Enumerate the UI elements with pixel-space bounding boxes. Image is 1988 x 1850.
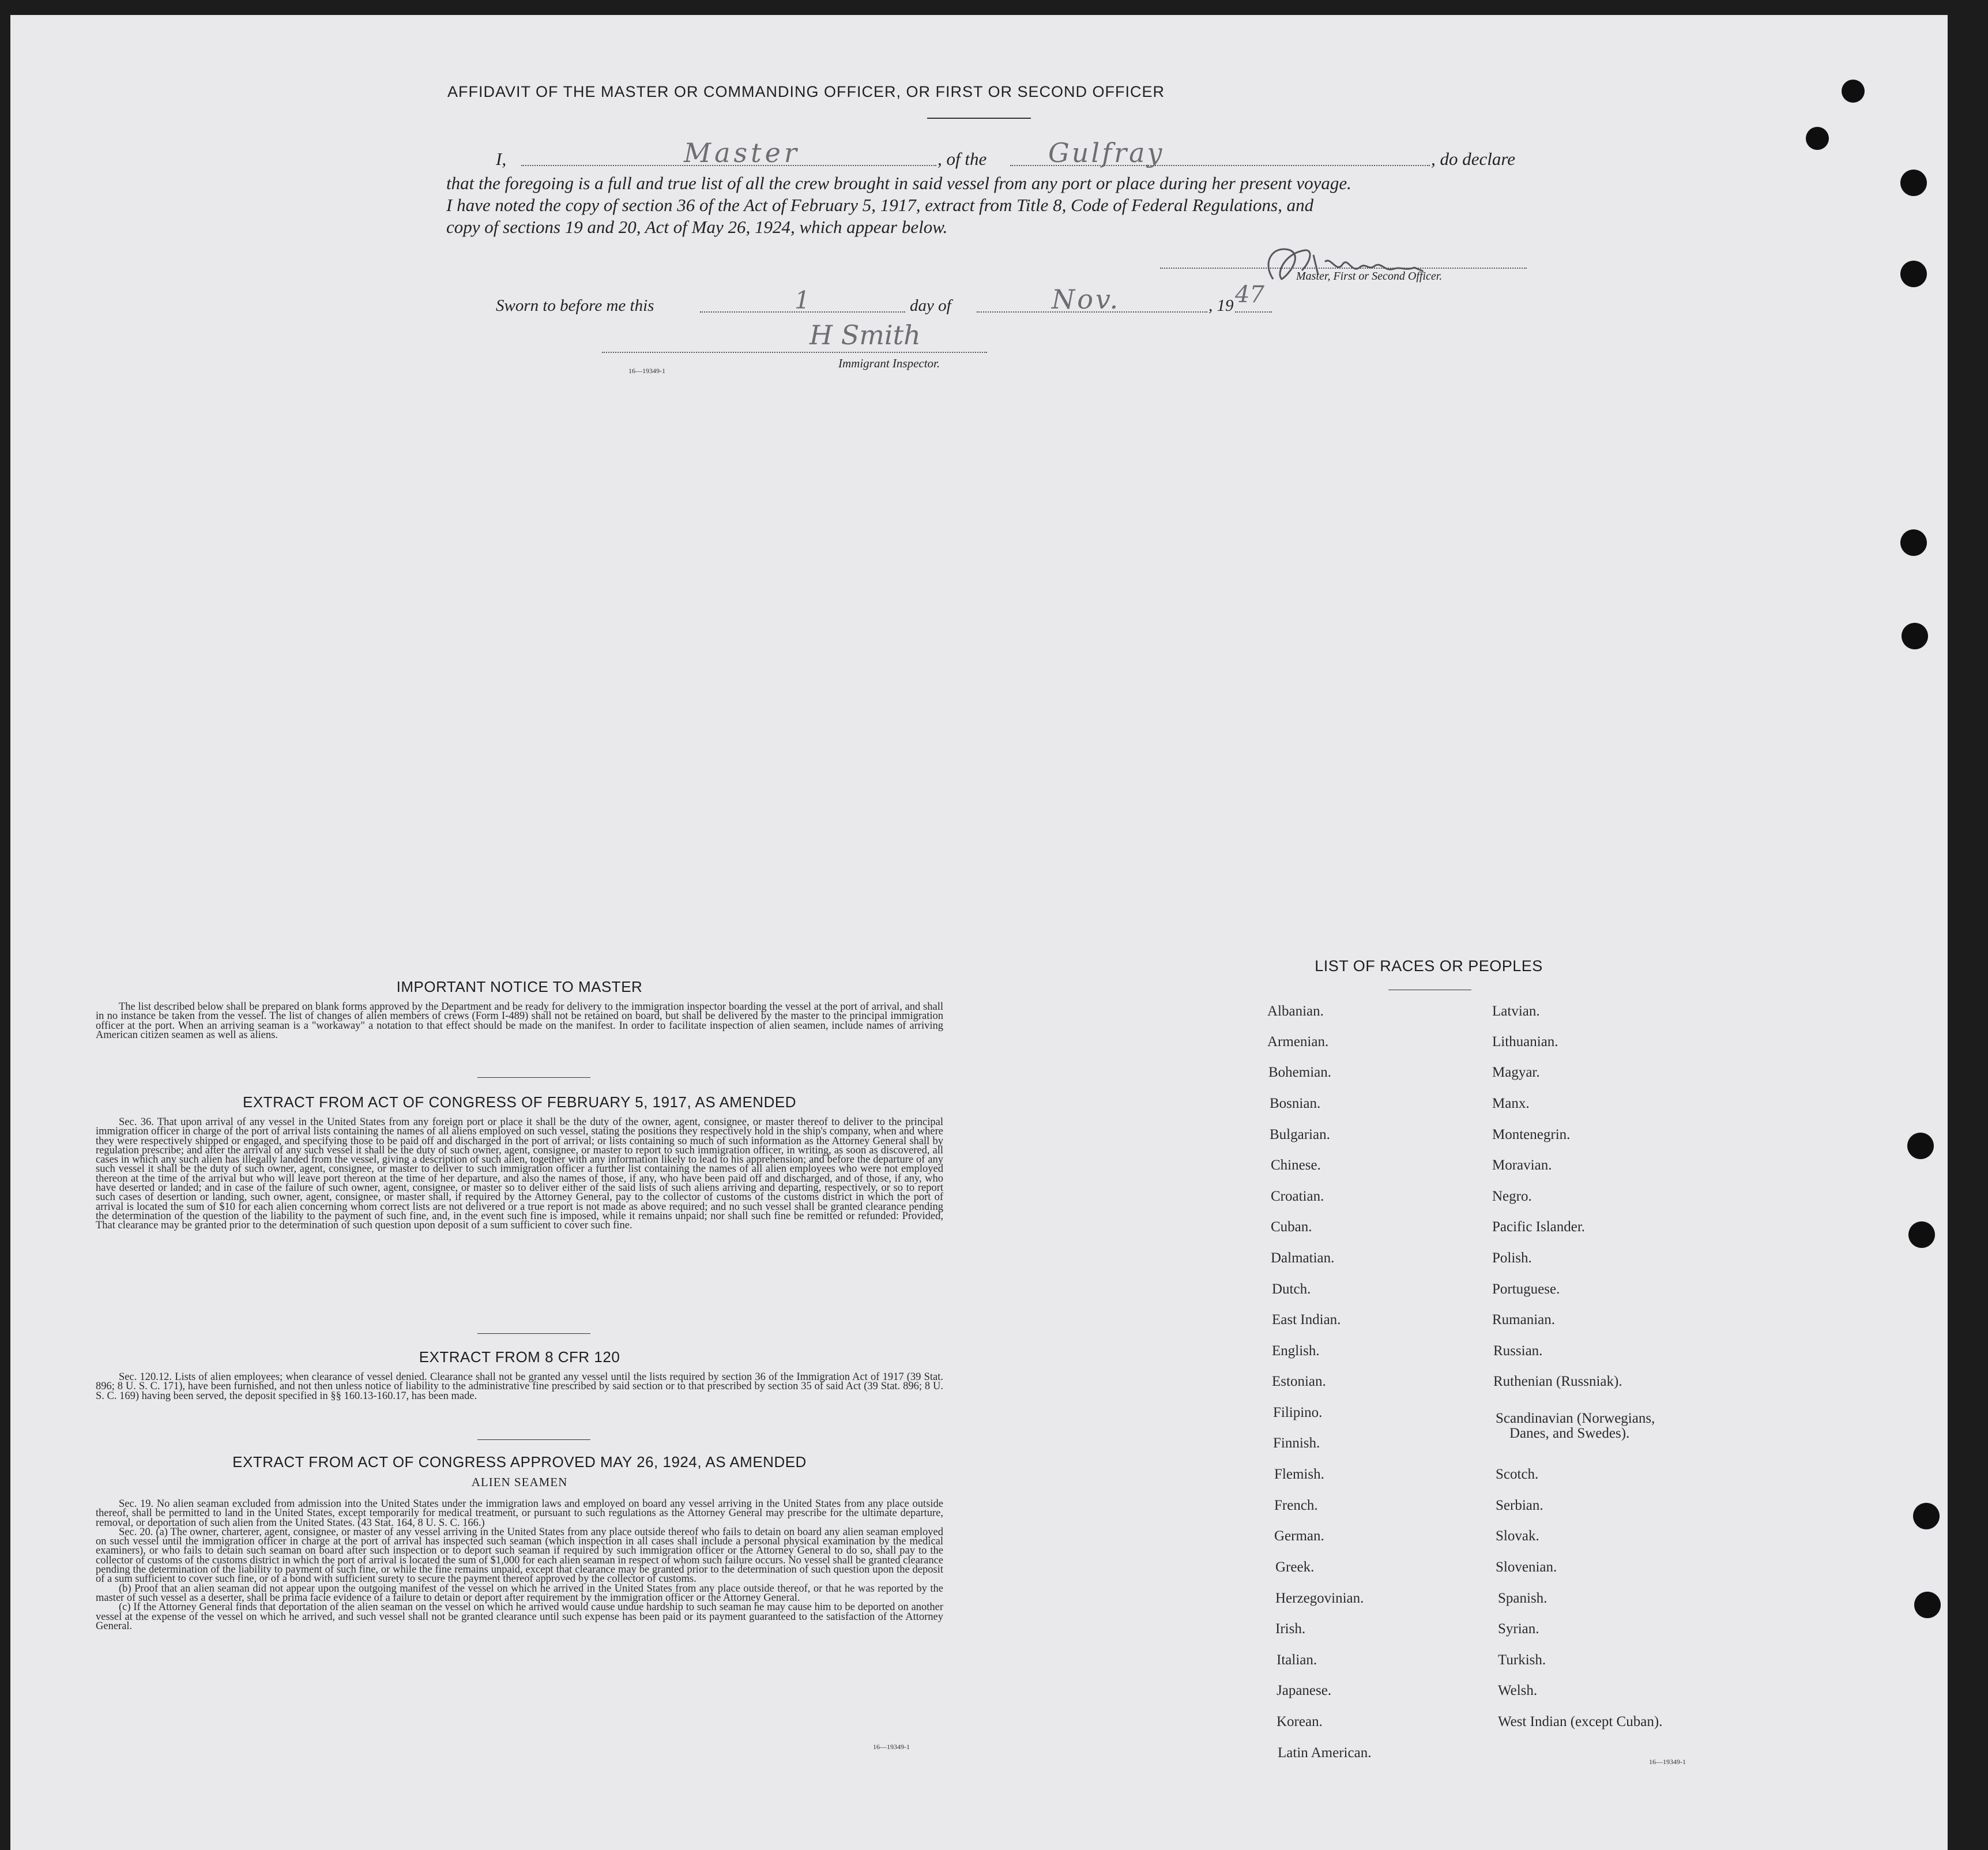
notice-title: IMPORTANT NOTICE TO MASTER [396,978,643,995]
section-divider [477,1077,590,1078]
handwritten-vessel: Gulfray [1048,137,1165,168]
sworn-label: Sworn to before me this [496,296,654,315]
declaration-of-the: , of the [937,149,987,169]
punch-hole [1914,1592,1941,1618]
race-item: Dalmatian. [1271,1250,1335,1266]
race-item: Scandinavian (Norwegians, [1496,1411,1655,1426]
section-36-paragraph: Sec. 36. That upon arrival of any vessel in the United States from any foreign port or place it shall be the duty of the owner, agent, consignee, or master thereof to deliver to the principal immigration officer in charge of the port of arrival lists containing the names of all aliens employed on such vessel, stating the positions they respectively hold in the ship's company, when and where they were respectively shipped or engaged, and specifying those to be paid off and discharged in the port of arrival; or lists containing so much of such information as the Attorney General shall by regulation prescribe; and after the arrival of any such vessel it shall be the duty of such owner, agent, consignee, or master to report to such immigration officer, in writing, as soon as discovered, all cases in which any such alien has illegally landed from the vessel, giving a description of such alien, together with any information likely to lead to his apprehension; and before the departure of any such vessel it shall be the duty of such owner, agent, consignee, or master to deliver to such immigration officer a further list containing the names of all alien employees who were not employed thereon at the time of the arrival but who will leave port thereon at the time of her departure, and also the names of those, if any, who have been paid off and discharged, and of those, if any, who have deserted or landed; and in case of the failure of such owner, agent, consignee, or master so to deliver either of the said lists of such aliens arriving and departing, respectively, or so to report such cases of desertion or landing, such owner, agent, consignee, or master shall, if required by the Attorney General, pay to the collector of customs of the customs district in which the port of arrival is located the sum of $10 for each alien concerning whom correct lists are not delivered or a true report is not made as above required; and no such vessel shall be granted clearance pending the determination of the question of the liability to the payment of such fine, and, in the event such fine is imposed, while it remains unpaid; nor shall such fine be remitted or refunded: Provided, That clearance may be granted prior to the determination of such question upon deposit of a sum sufficient to cover such fine. [96,1116,943,1232]
race-item: Italian. [1277,1652,1317,1668]
section-20c-paragraph: (c) If the Attorney General finds that deportation of the alien seaman on the vessel on which he arrived would cause undue hardship to such seaman he may cause him to be deported on another vessel at the expense of the vessel on which he arrived, and such vessel shall not be granted clearance until such expense has been paid or its payment guaranteed to the satisfaction of the Attorney General. [96,1601,943,1632]
section-divider [477,1439,590,1440]
race-item: Turkish. [1498,1652,1546,1668]
race-item: Rumanian. [1492,1312,1556,1328]
punch-hole [1900,170,1927,196]
extract-8cfr-title: EXTRACT FROM 8 CFR 120 [419,1348,620,1366]
signature-line [1160,268,1527,269]
punch-hole [1902,623,1928,649]
race-item: Korean. [1277,1714,1323,1729]
race-item: Slovak. [1496,1528,1539,1544]
section-19-paragraph: Sec. 19. No alien seaman excluded from admission into the United States under the immigration laws and employed on board any vessel arriving in the United States from any place outside thereof, shall be permitted to land in the United States, except temporarily for medical treatment, or pursuant to such regulations as the Attorney General may prescribe for the ultimate departure, removal, or deportation of such alien from the United States. (43 Stat. 164, 8 U. S. C. 166.) [96,1498,943,1529]
form-number: 16—19349-1 [873,1743,910,1751]
extract-8cfr-body [96,1373,943,1401]
inspector-label: Immigrant Inspector. [838,356,940,370]
race-item: Albanian. [1267,1003,1324,1019]
race-item: Magyar. [1492,1065,1540,1080]
race-item: Dutch. [1272,1281,1311,1297]
punch-hole [1908,1221,1935,1248]
year-field-line [1235,311,1272,313]
section-20a-paragraph: Sec. 20. (a) The owner, charterer, agent, consignee, or master of any vessel arriving in the United States from any place outside thereof who fails to detain on board any alien seaman employed on such vessel until the immigration officer in charge at the port of arrival has inspected such seaman (which inspection in all cases shall include a personal physical examination by the medical examiners), or who fails to detain such seaman on board after such inspection or to deport such seaman if required by such immigration officer or the Attorney General to do so, shall pay to the collector of customs of the customs district in which the port of arrival is located the sum of $1,000 for each alien seaman in respect of whom such failure occurs. No vessel shall be granted clearance pending the determination of the liability to payment of such fine, or while the fine remains unpaid, except that clearance may be granted prior to the determination of such question upon the deposit of a sum sufficient to cover such fine, or of a bond with sufficient surety to secure the payment thereof approved by the collector of customs. [96,1526,943,1585]
race-item: Chinese. [1271,1157,1321,1173]
declaration-line-3: I have noted the copy of section 36 of the Act of February 5, 1917, extract from Title 8, Code of Federal Regulations, and [446,195,1314,215]
declaration-line-4: copy of sections 19 and 20, Act of May 26, 1924, which appear below. [446,217,948,237]
race-item: Welsh. [1498,1683,1538,1698]
signature-label: Master, First or Second Officer. [1296,270,1443,283]
race-item: Flemish. [1274,1467,1324,1482]
handwritten-year: 47 [1235,281,1264,308]
handwritten-inspector: H Smith [809,319,921,351]
extract-1917-title: EXTRACT FROM ACT OF CONGRESS OF FEBRUARY 5, 1917, AS AMENDED [243,1093,796,1111]
handwritten-day: 1 [795,286,810,314]
punch-hole [1900,529,1927,556]
race-item: Serbian. [1496,1498,1543,1513]
race-item: Lithuanian. [1492,1034,1558,1050]
punch-hole [1842,80,1865,103]
punch-hole [1806,127,1829,150]
race-item: Russian. [1493,1343,1543,1359]
race-item: Portuguese. [1492,1281,1560,1297]
document-page [10,15,1948,1850]
extract-1924-body [96,1499,943,1631]
race-item: Latvian. [1492,1003,1540,1019]
race-item: Negro. [1492,1189,1532,1204]
race-item: Pacific Islander. [1492,1219,1586,1235]
races-title: LIST OF RACES OR PEOPLES [1315,957,1543,975]
extract-1924-title: EXTRACT FROM ACT OF CONGRESS APPROVED MAY 26, 1924, AS AMENDED [232,1453,807,1471]
declaration-do-declare: , do declare [1431,149,1516,169]
alien-seamen-subtitle: ALIEN SEAMEN [471,1475,568,1489]
year-prefix: , 19 [1208,296,1234,315]
race-item: German. [1274,1528,1324,1544]
form-number: 16—19349-1 [628,367,665,375]
notice-paragraph: The list described below shall be prepared on blank forms approved by the Department and be ready for delivery to the immigration inspector boarding the vessel at the port of arrival, and shall in no instance be taken from the vessel. The list of changes of alien members of crews (Form I-489) shall not be retained on board, but shall be delivered by the master to the principal immigration officer at the port. When an arriving seaman is a "workaway" a notation to that effect should be made on the manifest. In order to facilitate inspection of alien seamen, include names of arriving American citizen seamen as well as aliens. [96,1001,943,1041]
section-divider [477,1333,590,1334]
race-item: Irish. [1275,1621,1306,1637]
race-item: Latin American. [1278,1745,1372,1761]
punch-hole [1907,1133,1934,1159]
title-divider [927,118,1031,119]
section-20b-paragraph: (b) Proof that an alien seaman did not appear upon the outgoing manifest of the vessel on which he arrived in the United States from any place outside thereof, or that he was reported by the master of such vessel as a deserter, shall be prima facie evidence of a failure to detain or deport after requirement by the immigration officer or the Attorney General. [96,1582,943,1604]
day-of-label: day of [910,296,951,315]
race-item: Bulgarian. [1270,1127,1330,1142]
extract-1917-body [96,1118,943,1231]
race-item: Finnish. [1273,1435,1320,1451]
race-item: Danes, and Swedes). [1509,1426,1630,1441]
race-item: Slovenian. [1496,1559,1557,1575]
handwritten-rank: Master [684,137,800,168]
declaration-line-2: that the foregoing is a full and true list of all the crew brought in said vessel from any port or place during her present voyage. [446,173,1351,193]
race-item: French. [1274,1498,1318,1513]
race-item: Ruthenian (Russniak). [1493,1374,1622,1389]
inspector-signature-line [602,352,987,353]
race-item: Syrian. [1498,1621,1539,1637]
race-item: Cuban. [1271,1219,1312,1235]
handwritten-month: Nov. [1052,284,1121,315]
race-item: Greek. [1275,1559,1315,1575]
notice-body [96,1002,943,1040]
punch-hole [1900,261,1927,287]
race-item: West Indian (except Cuban). [1498,1714,1663,1729]
race-item: Polish. [1492,1250,1532,1266]
form-number: 16—19349-1 [1649,1758,1686,1766]
declaration-i: I, [496,149,507,169]
punch-hole [1913,1503,1940,1529]
race-item: Montenegrin. [1492,1127,1571,1142]
race-item: English. [1272,1343,1320,1359]
race-item: Croatian. [1271,1189,1324,1204]
race-item: Manx. [1492,1096,1530,1111]
race-item: Estonian. [1272,1374,1326,1389]
section-120-12-paragraph: Sec. 120.12. Lists of alien employees; when clearance of vessel denied. Clearance shall not be granted any vessel until the lists required by section 36 of the Immigration Act of 1917 (39 Stat. 896; 8 U. S. C. 171), have been furnished, and not then unless notice of liability to the administrative fine prescribed by said section or to that prescribed by section 35 of said Act (39 Stat. 896; 8 U. S. C. 169) having been served, the deposit specified in §§ 160.13-160.17, has been made. [96,1371,943,1402]
race-item: Japanese. [1277,1683,1332,1698]
race-item: Herzegovinian. [1275,1590,1364,1606]
race-item: Moravian. [1492,1157,1552,1173]
race-item: Bosnian. [1270,1096,1321,1111]
affidavit-title: AFFIDAVIT OF THE MASTER OR COMMANDING OFFICER, OR FIRST OR SECOND OFFICER [447,83,1165,100]
race-item: East Indian. [1272,1312,1341,1328]
race-item: Filipino. [1273,1405,1323,1420]
race-item: Bohemian. [1268,1065,1332,1080]
race-item: Scotch. [1496,1467,1539,1482]
race-item: Spanish. [1498,1590,1548,1606]
race-item: Armenian. [1267,1034,1329,1050]
